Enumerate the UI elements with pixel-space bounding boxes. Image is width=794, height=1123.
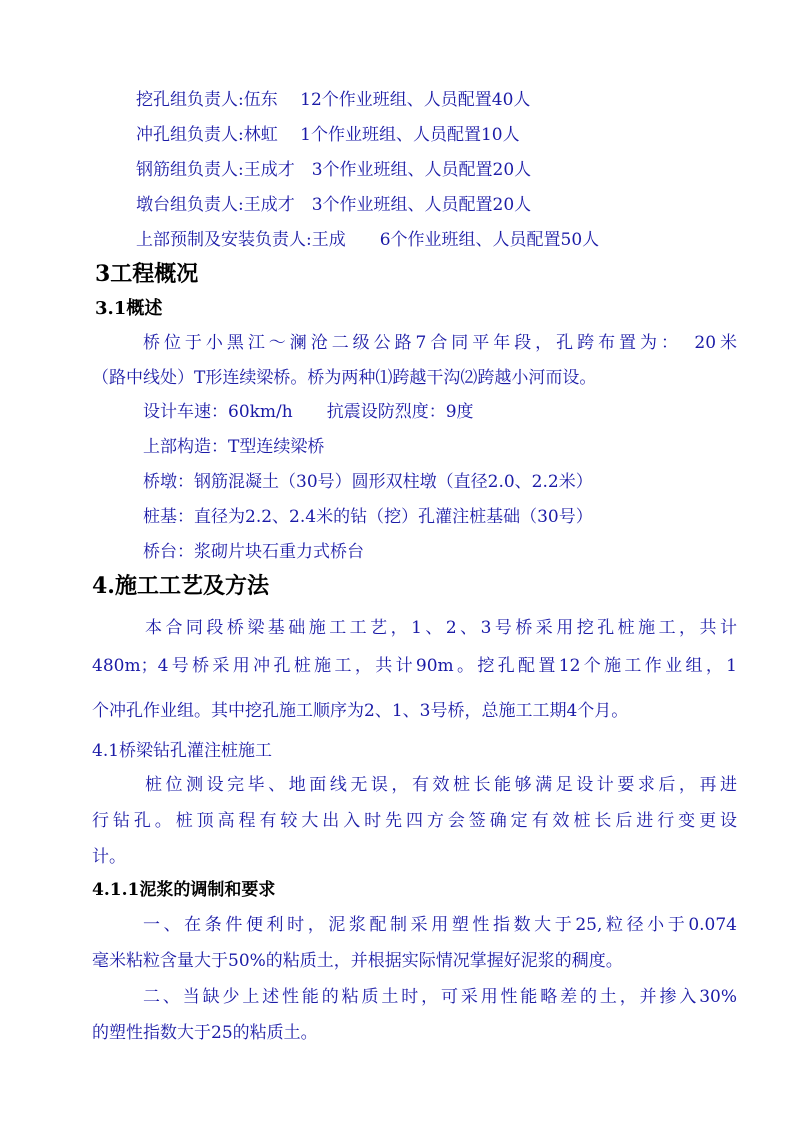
mud-p1-line-1: 一、在条件便利时，泥浆配制采用塑性指数大于25,粒径小于0.074 — [143, 915, 737, 935]
abutment-line: 桥台：浆砌片块石重力式桥台 — [143, 542, 364, 562]
pier-line: 桥墩：钢筋混凝土（30号）圆形双柱墩（直径2.0、2.2米） — [143, 472, 593, 492]
staff-line-punching: 冲孔组负责人:林虹 1个作业班组、人员配置10人 — [136, 125, 520, 145]
mud-p2-line-1: 二、当缺少上述性能的粘质土时，可采用性能略差的土，并掺入30% — [143, 987, 737, 1007]
intro-line-1: 本合同段桥梁基础施工工艺，1、2、3号桥采用挖孔桩施工，共计 — [145, 618, 737, 638]
staff-line-rebar: 钢筋组负责人:王成才 3个作业班组、人员配置20人 — [136, 160, 532, 180]
pile-p-line-1: 桩位测设完毕、地面线无误，有效桩长能够满足设计要求后，再进 — [145, 775, 737, 795]
intro-line-2: 480m；4号桥采用冲孔桩施工，共计90m。挖孔配置12个施工作业组，1 — [92, 656, 737, 676]
section-4-heading: 4.施工工艺及方法 — [92, 573, 269, 599]
pile-p-line-3: 计。 — [92, 847, 126, 867]
mud-p2-line-2: 的塑性指数大于25的粘质土。 — [92, 1023, 318, 1043]
section-3-heading: 3工程概况 — [95, 261, 199, 287]
pile-p-line-2: 行钻孔。桩顶高程有较大出入时先四方会签确定有效桩长后进行变更设 — [92, 811, 737, 831]
design-speed-line: 设计车速：60km/h 抗震设防烈度：9度 — [143, 402, 474, 422]
overview-line-1: 桥位于小黑江～澜沧二级公路7合同平年段，孔跨布置为： 20米 — [143, 333, 737, 353]
pile-line: 桩基：直径为2.2、2.4米的钻（挖）孔灌注桩基础（30号） — [143, 507, 593, 527]
section-4-1-heading: 4.1桥梁钻孔灌注桩施工 — [92, 741, 273, 761]
section-4-1-1-heading: 4.1.1泥浆的调制和要求 — [92, 880, 276, 900]
superstructure-line: 上部构造：T型连续梁桥 — [143, 437, 325, 457]
staff-line-superstructure: 上部预制及安装负责人:王成 6个作业班组、人员配置50人 — [136, 230, 600, 250]
section-3-1-heading: 3.1概述 — [95, 298, 163, 319]
mud-p1-line-2: 毫米粘粒含量大于50%的粘质土，并根据实际情况掌握好泥浆的稠度。 — [92, 951, 623, 971]
overview-line-2: （路中线处）T形连续梁桥。桥为两种⑴跨越干沟⑵跨越小河而设。 — [92, 368, 597, 388]
intro-line-3: 个冲孔作业组。其中挖孔施工顺序为2、1、3号桥，总施工工期4个月。 — [92, 701, 629, 721]
staff-line-digging: 挖孔组负责人:伍东 12个作业班组、人员配置40人 — [136, 90, 531, 110]
staff-line-pier: 墩台组负责人:王成才 3个作业班组、人员配置20人 — [136, 195, 532, 215]
